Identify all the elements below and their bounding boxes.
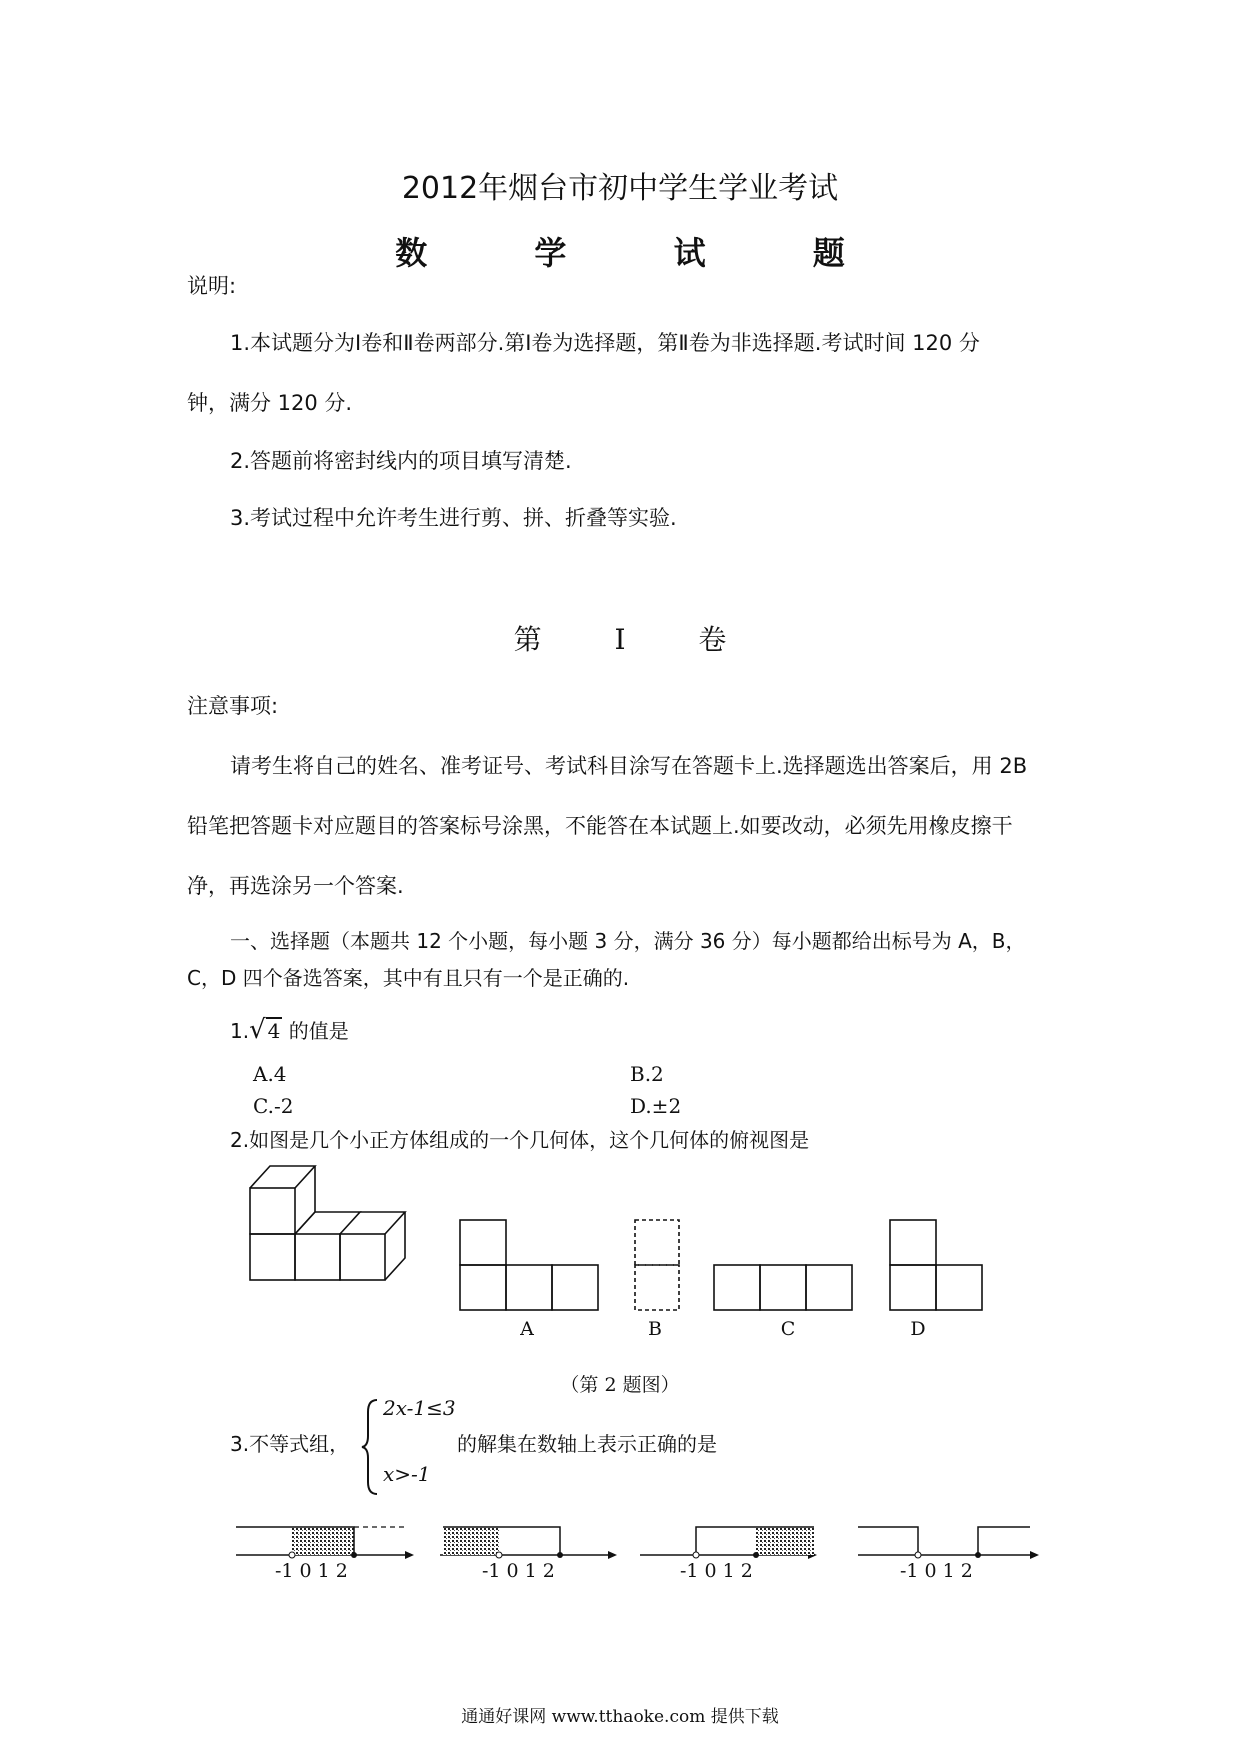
question-3-prefix: 3.不等式组， bbox=[230, 1432, 350, 1456]
q3-axis-label-c: -1 0 1 2 bbox=[680, 1560, 753, 1582]
question-1-prefix: 1. bbox=[230, 1019, 250, 1043]
q3-option-b-axis bbox=[440, 1527, 617, 1559]
notes-line-1: 请考生将自己的姓名、准考证号、考试科目涂写在答题卡上.选择题选出答案后，用 2B bbox=[230, 754, 1028, 778]
q2-label-c: C bbox=[780, 1318, 796, 1340]
sqrt-radicand: 4 bbox=[267, 1019, 281, 1043]
instructions-heading: 说明: bbox=[187, 274, 237, 298]
inequality-1: 2x-1≤3 bbox=[383, 1396, 456, 1420]
notes-line-3: 净，再选涂另一个答案. bbox=[187, 874, 404, 898]
sqrt-symbol: √ bbox=[249, 1015, 266, 1045]
q3-option-a-axis bbox=[236, 1527, 414, 1559]
q2-option-a-figure bbox=[458, 1218, 598, 1308]
q1-option-d: D.±2 bbox=[630, 1094, 682, 1118]
notes-line-2: 铅笔把答题卡对应题目的答案标号涂黑，不能答在本试题上.如要改动，必须先用橡皮擦干 bbox=[187, 814, 1013, 838]
notes-heading: 注意事项: bbox=[187, 694, 279, 718]
q1-option-c: C.-2 bbox=[253, 1094, 294, 1118]
q2-solid-figure bbox=[248, 1158, 418, 1288]
instruction-item-2: 2.答题前将密封线内的项目填写清楚. bbox=[230, 449, 572, 473]
question-3-suffix: 的解集在数轴上表示正确的是 bbox=[457, 1432, 717, 1456]
q1-option-a: A.4 bbox=[253, 1062, 287, 1086]
q2-option-b-figure bbox=[633, 1218, 683, 1312]
volume-title: 第 Ⅰ 卷 bbox=[513, 623, 759, 656]
q2-option-d-figure bbox=[888, 1218, 988, 1312]
q3-axis-label-d: -1 0 1 2 bbox=[900, 1560, 973, 1582]
q3-option-c-axis bbox=[640, 1527, 817, 1559]
question-1 bbox=[230, 1015, 349, 1045]
q3-axis-label-a: -1 0 1 2 bbox=[275, 1560, 348, 1582]
section-1-line-2: C，D 四个备选答案，其中有且只有一个是正确的. bbox=[187, 966, 630, 990]
section-1-line-1: 一、选择题（本题共 12 个小题，每小题 3 分，满分 36 分）每小题都给出标号为 A，B， bbox=[230, 929, 1026, 953]
q2-label-b: B bbox=[648, 1318, 662, 1340]
exam-title: 2012年烟台市初中学生学业考试 bbox=[401, 171, 839, 206]
q2-label-a: A bbox=[520, 1318, 534, 1340]
inequality-2: x>-1 bbox=[383, 1462, 431, 1486]
system-brace bbox=[360, 1398, 380, 1496]
page-footer: 通通好课网 www.tthaoke.com 提供下载 bbox=[461, 1707, 779, 1727]
q2-caption: （第 2 题图） bbox=[560, 1374, 680, 1396]
q2-label-d: D bbox=[910, 1318, 926, 1340]
instruction-item-1-line-2: 钟，满分 120 分. bbox=[187, 391, 353, 415]
exam-subject-title: 数 学 试 题 bbox=[395, 234, 893, 272]
instruction-item-1-line-1: 1.本试题分为Ⅰ卷和Ⅱ卷两部分.第Ⅰ卷为选择题，第Ⅱ卷为非选择题.考试时间 120 分 bbox=[230, 331, 980, 355]
q3-axis-label-b: -1 0 1 2 bbox=[482, 1560, 555, 1582]
q1-option-b: B.2 bbox=[630, 1062, 664, 1086]
instruction-item-3: 3.考试过程中允许考生进行剪、拼、折叠等实验. bbox=[230, 506, 677, 530]
q3-number-lines bbox=[0, 1500, 1240, 1590]
question-2: 2.如图是几个小正方体组成的一个几何体，这个几何体的俯视图是 bbox=[230, 1128, 810, 1152]
q3-option-d-axis bbox=[858, 1527, 1039, 1559]
q2-option-c-figure bbox=[712, 1263, 857, 1313]
question-1-suffix: 的值是 bbox=[282, 1019, 349, 1043]
